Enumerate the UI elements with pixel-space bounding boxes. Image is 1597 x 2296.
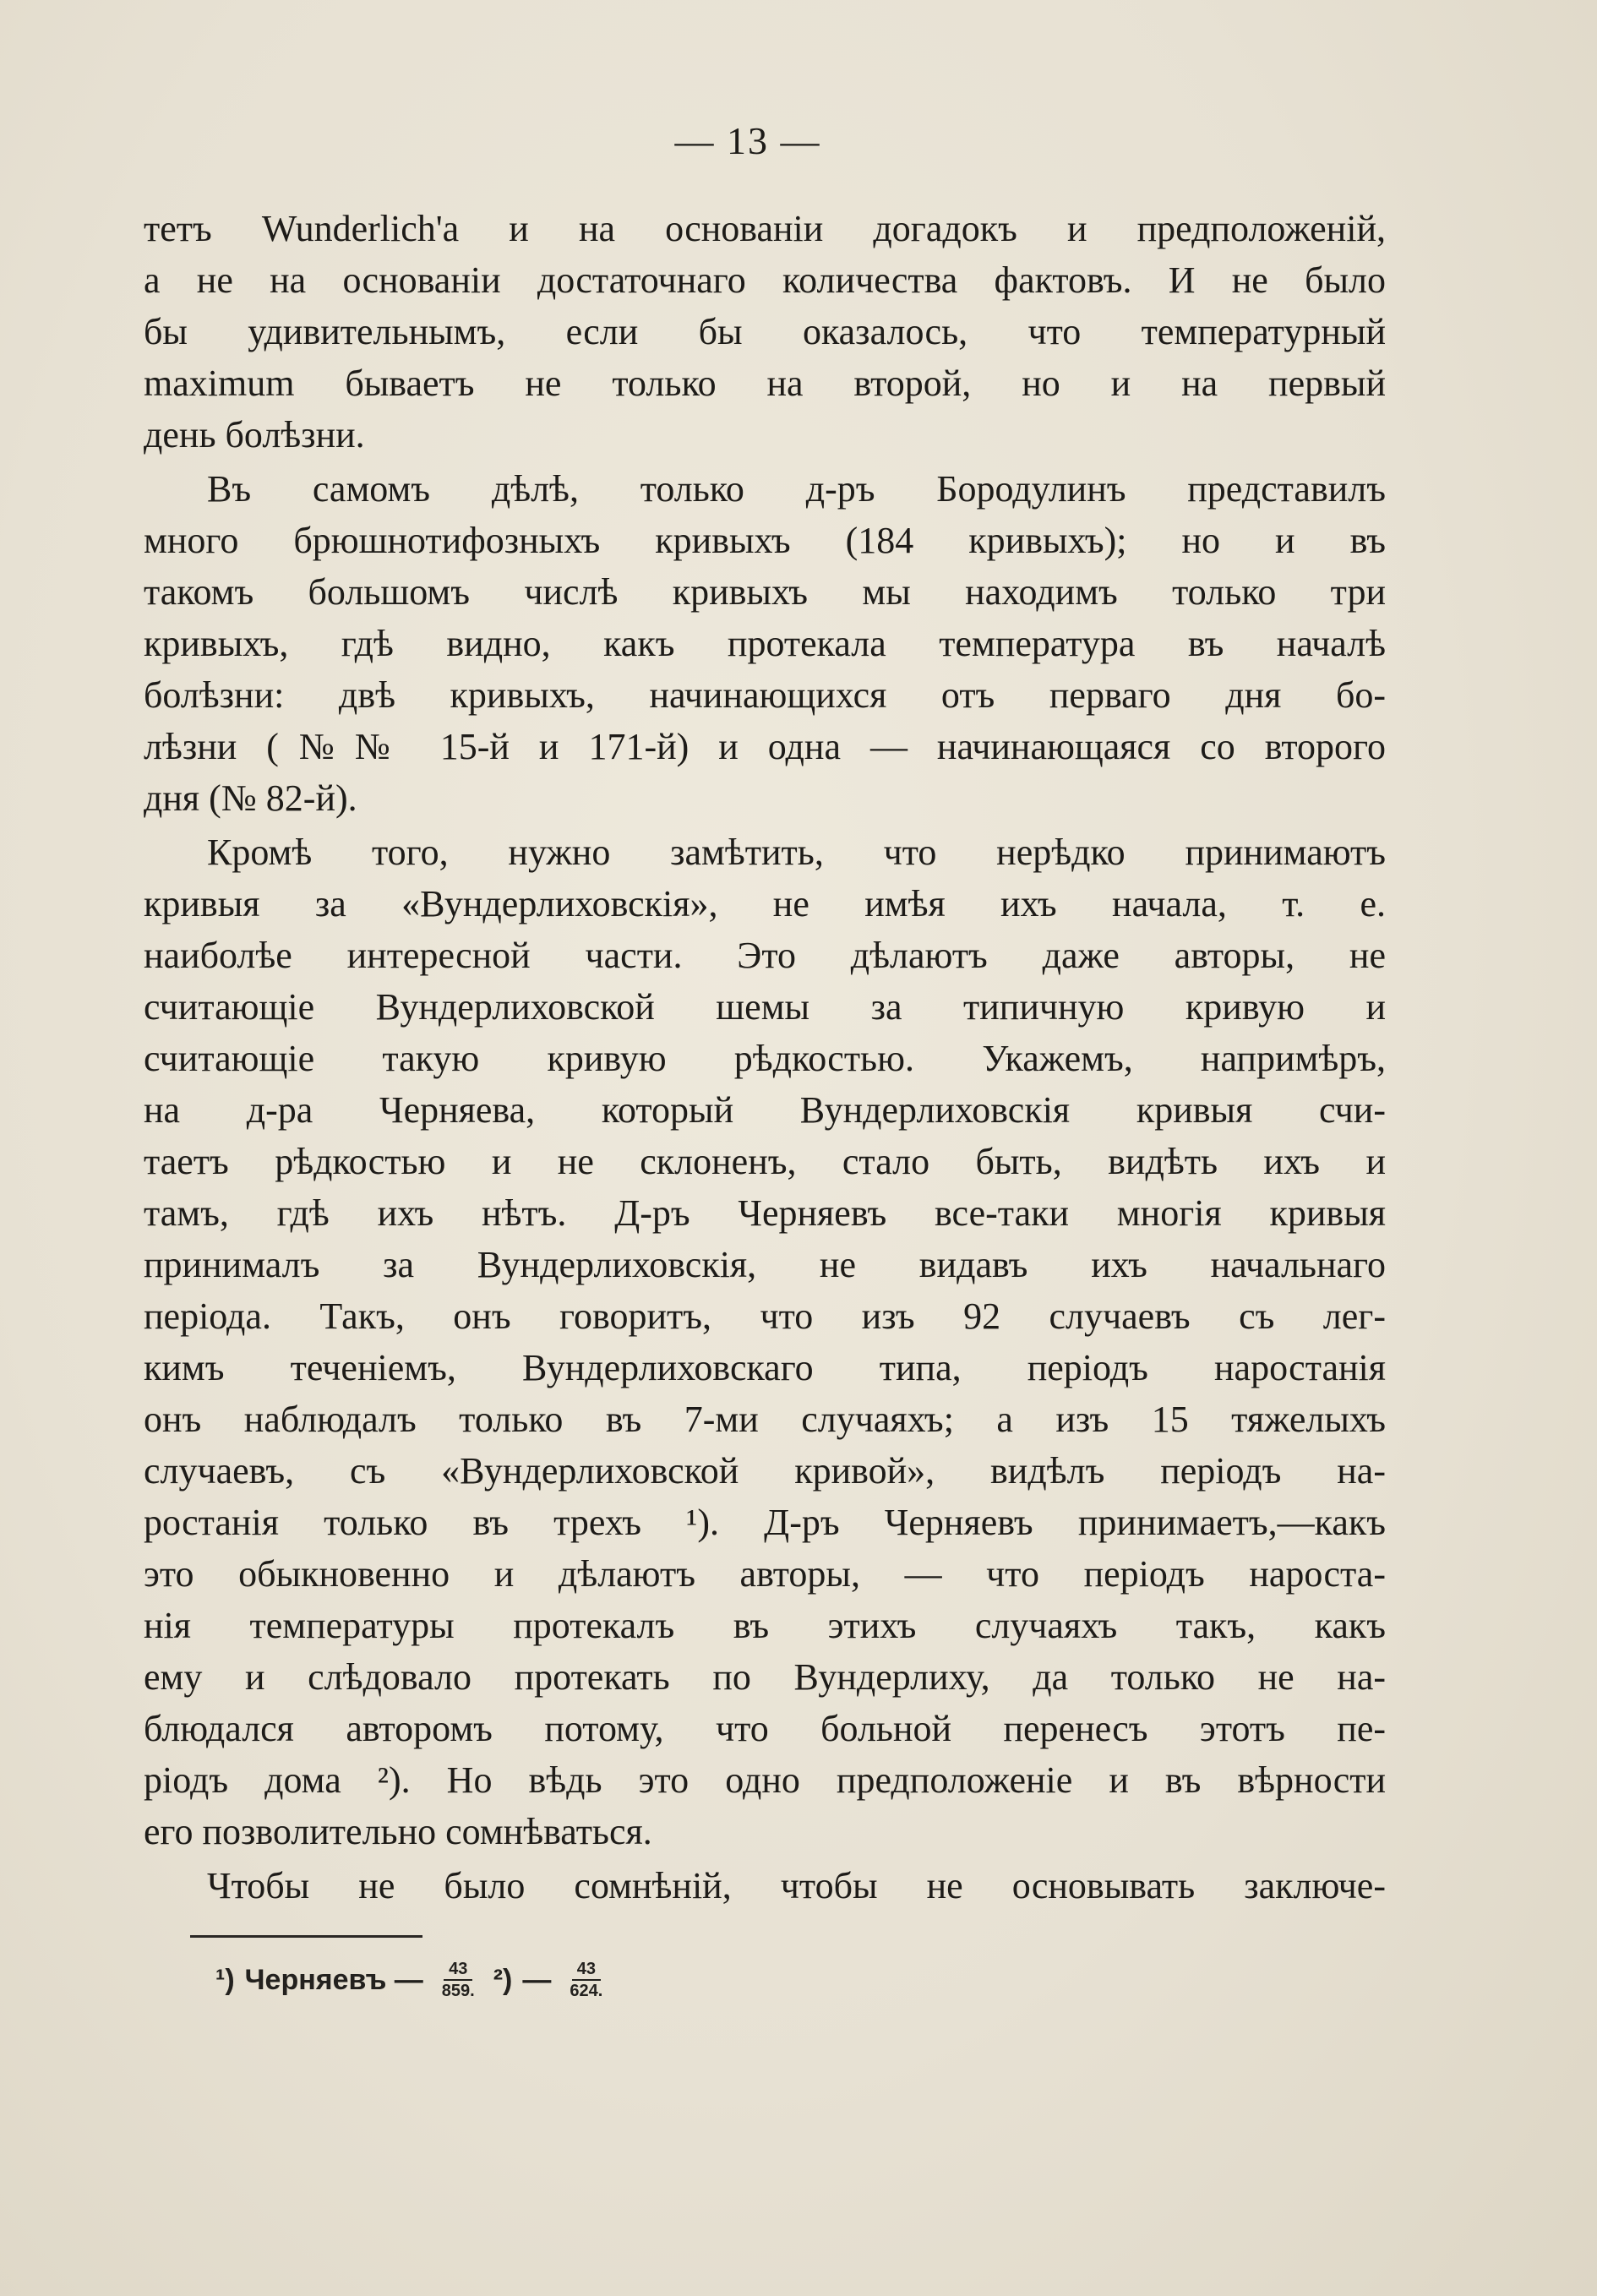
text-line: нiя температуры протекалъ въ этихъ случаяхъ такъ, какъ	[144, 1605, 1386, 1646]
text-line: а не на основанiи достаточнаго количества фактовъ. И не было	[144, 259, 1386, 301]
text-line: рiодъ дома ²). Но вѣдь это одно предположенiе и въ вѣрности	[144, 1759, 1386, 1801]
footnote-divider	[190, 1935, 422, 1938]
footnote-2-mark: ²)	[493, 1963, 513, 1996]
text-line: день болѣзни.	[144, 414, 365, 455]
text-line: тетъ Wunderlich'а и на основанiи догадокъ и предположенiй,	[144, 208, 1386, 249]
footnote-2-dash: —	[522, 1963, 552, 1996]
text-line: Въ самомъ дѣлѣ, только д-ръ Бородулинъ представилъ	[207, 468, 1386, 510]
text-line: бы удивительнымъ, если бы оказалось, что температурный	[144, 311, 1386, 352]
text-line: его позволительно сомнѣваться.	[144, 1811, 652, 1852]
footnote-1-author: Черняевъ —	[244, 1963, 423, 1996]
text-line: много брюшнотифозныхъ кривыхъ (184 кривыхъ); но и въ	[144, 520, 1386, 561]
text-line: на д-ра Черняева, который Вундерлиховскiя кривыя счи-	[144, 1089, 1386, 1131]
text-line: это обыкновенно и дѣлаютъ авторы, — что перiодъ нароста-	[144, 1553, 1386, 1595]
text-line: онъ наблюдалъ только въ 7-ми случаяхъ; а изъ 15 тяжелыхъ	[144, 1399, 1386, 1440]
text-line: наиболѣе интересной части. Это дѣлаютъ даже авторы, не	[144, 935, 1386, 976]
text-line: болѣзни: двѣ кривыхъ, начинающихся отъ перваго дня бо-	[144, 674, 1386, 716]
text-line: лѣзни (№№ 15-й и 171-й) и одна — начинающаяся со второго	[144, 726, 1386, 767]
text-line: Чтобы не было сомнѣнiй, чтобы не основывать заключе-	[207, 1865, 1386, 1906]
footnotes	[215, 1959, 611, 2001]
text-line: таетъ рѣдкостью и не склоненъ, стало быть, видѣть ихъ и	[144, 1141, 1386, 1182]
page-number: — 13 —	[674, 119, 821, 162]
text-line: кимъ теченiемъ, Вундерлиховскаго типа, перiодъ наростанiя	[144, 1347, 1386, 1388]
text-line: дня (№ 82-й).	[144, 777, 357, 819]
footnote-2-denominator: 624.	[570, 1982, 603, 2000]
text-line: считающiе Вундерлиховской шемы за типичную кривую и	[144, 986, 1386, 1028]
footnote-2-numerator: 43	[572, 1959, 601, 1981]
footnote-2-fraction	[564, 1959, 608, 2001]
text-line: принималъ за Вундерлиховскiя, не видавъ ихъ начальнаго	[144, 1244, 1386, 1285]
text-line: maximum бываетъ не только на второй, но и на первый	[144, 363, 1386, 404]
text-line: блюдался авторомъ потому, что больной перенесъ этотъ пе-	[144, 1708, 1386, 1749]
text-line: случаевъ, съ «Вундерлиховской кривой», видѣлъ перiодъ на-	[144, 1450, 1386, 1492]
footnote-1-numerator: 43	[444, 1959, 472, 1981]
text-line: кривыхъ, гдѣ видно, какъ протекала температура въ началѣ	[144, 623, 1386, 664]
text-line: перiода. Такъ, онъ говоритъ, что изъ 92 случаевъ съ лег-	[144, 1295, 1386, 1337]
footnote-1-denominator: 859.	[441, 1982, 475, 2000]
text-line: такомъ большомъ числѣ кривыхъ мы находимъ только три	[144, 571, 1386, 613]
text-line: считающiе такую кривую рѣдкостью. Укажемъ, напримѣръ,	[144, 1038, 1386, 1079]
text-line: ростанiя только въ трехъ ¹). Д-ръ Черняевъ принимаетъ,—какъ	[144, 1502, 1386, 1543]
text-line: кривыя за «Вундерлиховскiя», не имѣя ихъ начала, т. е.	[144, 883, 1386, 924]
text-line: тамъ, гдѣ ихъ нѣтъ. Д-ръ Черняевъ все-таки многiя кривыя	[144, 1192, 1386, 1234]
body-text	[144, 203, 1386, 1912]
text-line: ему и слѣдовало протекать по Вундерлиху, да только не на-	[144, 1656, 1386, 1698]
footnote-1-mark: ¹)	[215, 1963, 235, 1996]
footnote-1-fraction	[437, 1959, 480, 2001]
text-line: Кромѣ того, нужно замѣтить, что нерѣдко принимаютъ	[207, 832, 1386, 873]
